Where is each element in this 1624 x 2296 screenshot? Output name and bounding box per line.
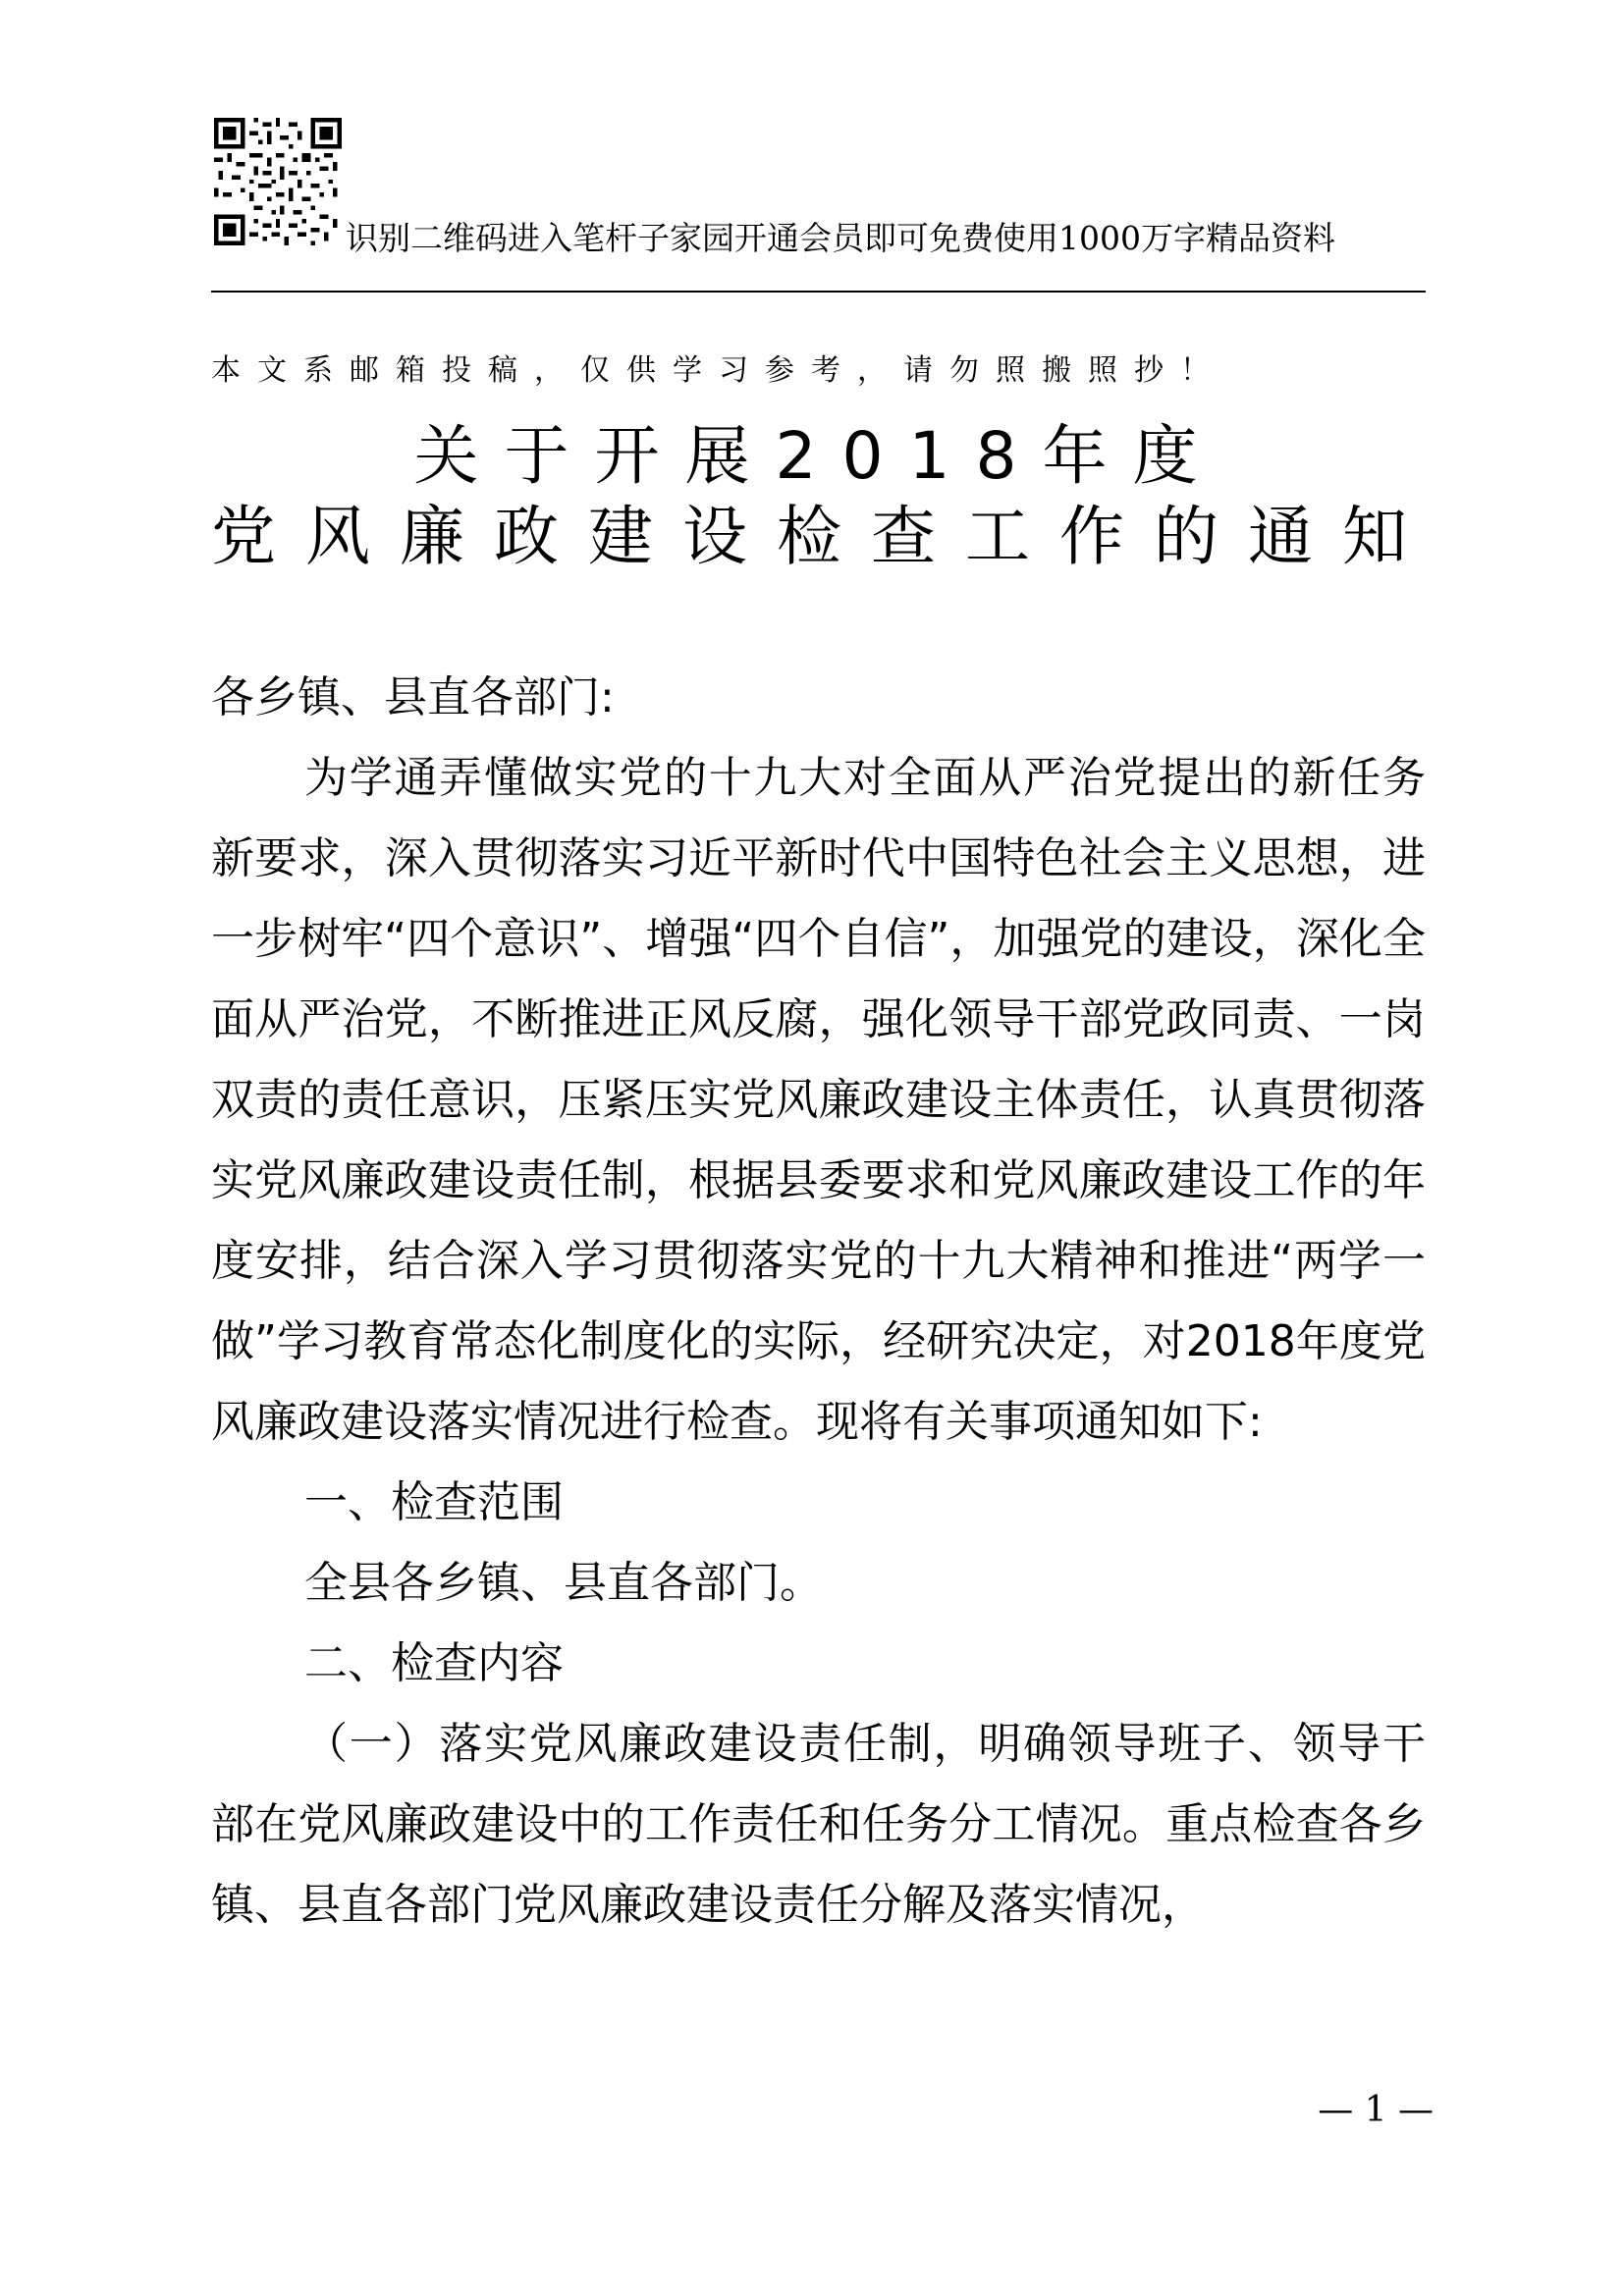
document-title-line-1: 关于开展2018年度: [413, 418, 1223, 494]
section-1-text: 全县各乡镇、县直各部门。: [304, 1558, 823, 1608]
section-2-item-1: （一）落实党风廉政建设责任制，明确领导班子、领导干部在党风廉政建设中的工作责任和任务分工情况。重点检查各乡镇、县直各部门党风廉政建设责任分解及落实情况，: [211, 1719, 1426, 1930]
header-divider: [211, 291, 1426, 293]
section-1-heading: 一、检查范围: [304, 1477, 564, 1527]
qr-code-icon: [214, 118, 342, 245]
page-number: — 1 —: [1318, 2090, 1434, 2130]
document-body: [211, 658, 1426, 1946]
header-note: 识别二维码进入笔杆子家园开通会员即可免费使用1000万字精品资料: [346, 219, 1335, 257]
disclaimer: 本文系邮箱投稿，仅供学习参考，请勿照搬照抄！: [211, 353, 1226, 388]
salutation: 各乡镇、县直各部门:: [211, 672, 615, 722]
section-2-heading: 二、检查内容: [304, 1638, 564, 1688]
intro-paragraph: 为学通弄懂做实党的十九大对全面从严治党提出的新任务新要求，深入贯彻落实习近平新时代中国特色社会主义思想，进一步树牢“四个意识”、增强“四个自信”，加强党的建设，深化全面从严治党，不断推进正风反腐，强化领导干部党政同责、一岗双责的责任意识，压紧压实党风廉政建设主体责任，认真贯彻落实党风廉政建设责任制，根据县委要求和党风廉政建设工作的年度安排，结合深入学习贯彻落实党的十九大精神和推进“两学一做”学习教育常态化制度化的实际，经研究决定，对2018年度党风廉政建设落实情况进行检查。现将有关事项通知如下:: [211, 753, 1426, 1447]
document-title-line-2: 党风廉政建设检查工作的通知: [211, 499, 1436, 574]
